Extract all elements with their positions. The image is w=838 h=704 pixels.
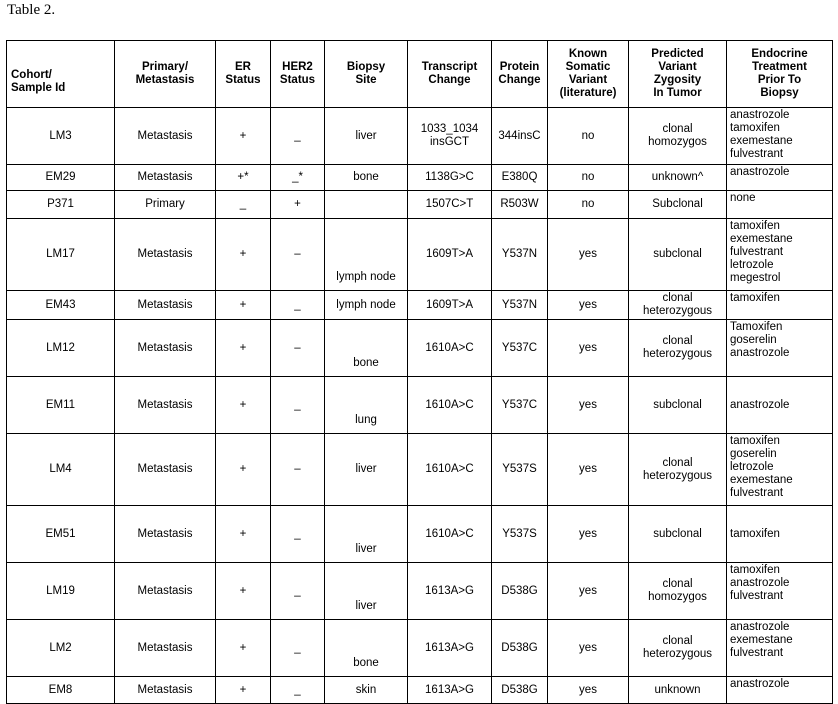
cell-her2: _: [271, 377, 325, 434]
cell-her2: _: [271, 620, 325, 677]
cell-transcript: 1613A>G: [408, 620, 492, 677]
cell-id: LM12: [7, 320, 115, 377]
cell-id: LM2: [7, 620, 115, 677]
header-treatment: Endocrine Treatment Prior To Biopsy: [727, 41, 833, 108]
cell-protein: Y537C: [492, 320, 548, 377]
header-row: [7, 41, 833, 108]
cell-known: yes: [548, 563, 629, 620]
header-er: ER Status: [216, 41, 271, 108]
cell-site: bone: [325, 165, 408, 191]
cell-known: yes: [548, 506, 629, 563]
cell-primary: Metastasis: [115, 434, 216, 506]
cell-zygosity: subclonal: [629, 219, 727, 291]
cell-protein: D538G: [492, 620, 548, 677]
cell-zygosity: subclonal: [629, 506, 727, 563]
header-her2: HER2 Status: [271, 41, 325, 108]
cell-treatment: anastrozole: [727, 677, 833, 704]
cell-zygosity: clonal heterozygous: [629, 434, 727, 506]
cell-transcript: 1609T>A: [408, 291, 492, 320]
header-protein: Protein Change: [492, 41, 548, 108]
cell-her2: –: [271, 320, 325, 377]
cell-site: bone: [325, 620, 408, 677]
table-row: [7, 620, 833, 677]
cell-id: EM11: [7, 377, 115, 434]
table-row: [7, 677, 833, 704]
cell-known: yes: [548, 291, 629, 320]
cell-known: yes: [548, 320, 629, 377]
cell-transcript: 1610A>C: [408, 434, 492, 506]
cell-transcript: 1610A>C: [408, 377, 492, 434]
cell-transcript: 1138G>C: [408, 165, 492, 191]
cell-protein: Y537S: [492, 506, 548, 563]
table-row: [7, 563, 833, 620]
cell-her2: _: [271, 291, 325, 320]
cell-er: +: [216, 291, 271, 320]
cell-primary: Metastasis: [115, 506, 216, 563]
cell-her2: _: [271, 108, 325, 165]
cell-her2: _: [271, 677, 325, 704]
cell-id: LM3: [7, 108, 115, 165]
cell-primary: Primary: [115, 191, 216, 219]
table-caption: Table 2.: [7, 2, 56, 18]
cell-er: +: [216, 377, 271, 434]
cell-treatment: anastrozole exemestane fulvestrant: [727, 620, 833, 677]
cell-her2: _: [271, 506, 325, 563]
cell-zygosity: unknown: [629, 677, 727, 704]
cell-er: _: [216, 191, 271, 219]
cell-treatment: tamoxifen anastrozole fulvestrant: [727, 563, 833, 620]
cell-protein: Y537N: [492, 219, 548, 291]
cell-primary: Metastasis: [115, 620, 216, 677]
cell-treatment: tamoxifen: [727, 291, 833, 320]
cell-site: bone: [325, 320, 408, 377]
cell-site: liver: [325, 563, 408, 620]
cell-known: yes: [548, 677, 629, 704]
cell-primary: Metastasis: [115, 320, 216, 377]
cell-protein: R503W: [492, 191, 548, 219]
cell-transcript: 1609T>A: [408, 219, 492, 291]
cell-known: yes: [548, 620, 629, 677]
cell-protein: Y537S: [492, 434, 548, 506]
cell-er: +: [216, 219, 271, 291]
table-row: [7, 165, 833, 191]
cell-transcript: 1033_1034 insGCT: [408, 108, 492, 165]
cell-treatment: anastrozole: [727, 377, 833, 434]
cell-id: EM51: [7, 506, 115, 563]
cell-her2: –: [271, 219, 325, 291]
cell-transcript: 1610A>C: [408, 506, 492, 563]
header-known: Known Somatic Variant (literature): [548, 41, 629, 108]
table-row: [7, 320, 833, 377]
cell-her2: _: [271, 563, 325, 620]
cell-known: no: [548, 165, 629, 191]
cell-er: +: [216, 108, 271, 165]
cell-treatment: anastrozole: [727, 165, 833, 191]
cell-primary: Metastasis: [115, 677, 216, 704]
cell-primary: Metastasis: [115, 108, 216, 165]
cell-zygosity: clonal heterozygous: [629, 620, 727, 677]
cell-primary: Metastasis: [115, 291, 216, 320]
cell-id: EM43: [7, 291, 115, 320]
data-table: [6, 40, 833, 704]
cell-id: P371: [7, 191, 115, 219]
cell-treatment: anastrozole tamoxifen exemestane fulvestrant: [727, 108, 833, 165]
cell-protein: E380Q: [492, 165, 548, 191]
cell-id: LM19: [7, 563, 115, 620]
cell-protein: 344insC: [492, 108, 548, 165]
cell-zygosity: subclonal: [629, 377, 727, 434]
cell-treatment: tamoxifen: [727, 506, 833, 563]
cell-id: LM17: [7, 219, 115, 291]
table-row: [7, 108, 833, 165]
cell-site: lymph node: [325, 291, 408, 320]
cell-treatment: Tamoxifen goserelin anastrozole: [727, 320, 833, 377]
cell-site: [325, 191, 408, 219]
cell-her2: _*: [271, 165, 325, 191]
cell-er: +: [216, 434, 271, 506]
cell-protein: D538G: [492, 563, 548, 620]
cell-treatment: tamoxifen exemestane fulvestrant letrozole megestrol: [727, 219, 833, 291]
cell-known: yes: [548, 434, 629, 506]
cell-site: liver: [325, 434, 408, 506]
cell-zygosity: unknown^: [629, 165, 727, 191]
cell-her2: +: [271, 191, 325, 219]
header-site: Biopsy Site: [325, 41, 408, 108]
cell-protein: Y537C: [492, 377, 548, 434]
cell-zygosity: clonal heterozygous: [629, 291, 727, 320]
cell-transcript: 1613A>G: [408, 563, 492, 620]
cell-transcript: 1507C>T: [408, 191, 492, 219]
header-transcript: Transcript Change: [408, 41, 492, 108]
cell-treatment: none: [727, 191, 833, 219]
cell-er: +: [216, 506, 271, 563]
cell-primary: Metastasis: [115, 563, 216, 620]
cell-site: liver: [325, 108, 408, 165]
cell-site: lymph node: [325, 219, 408, 291]
cell-known: no: [548, 108, 629, 165]
cell-site: skin: [325, 677, 408, 704]
cell-er: +: [216, 563, 271, 620]
cell-her2: –: [271, 434, 325, 506]
cell-transcript: 1613A>G: [408, 677, 492, 704]
header-zygosity: Predicted Variant Zygosity In Tumor: [629, 41, 727, 108]
table-row: [7, 434, 833, 506]
cell-er: +: [216, 677, 271, 704]
cell-zygosity: clonal heterozygous: [629, 320, 727, 377]
cell-treatment: tamoxifen goserelin letrozole exemestane fulvestrant: [727, 434, 833, 506]
cell-site: liver: [325, 506, 408, 563]
cell-primary: Metastasis: [115, 165, 216, 191]
cell-protein: Y537N: [492, 291, 548, 320]
cell-zygosity: clonal homozygos: [629, 563, 727, 620]
cell-er: +: [216, 620, 271, 677]
table-row: [7, 377, 833, 434]
cell-zygosity: Subclonal: [629, 191, 727, 219]
header-cohort: Cohort/ Sample Id: [7, 41, 115, 108]
table-row: [7, 506, 833, 563]
cell-id: LM4: [7, 434, 115, 506]
cell-er: +: [216, 320, 271, 377]
header-primary: Primary/ Metastasis: [115, 41, 216, 108]
table-row: [7, 219, 833, 291]
table-row: [7, 291, 833, 320]
cell-er: +*: [216, 165, 271, 191]
cell-known: yes: [548, 377, 629, 434]
table-row: [7, 191, 833, 219]
cell-transcript: 1610A>C: [408, 320, 492, 377]
cell-zygosity: clonal homozygos: [629, 108, 727, 165]
cell-id: EM29: [7, 165, 115, 191]
cell-protein: D538G: [492, 677, 548, 704]
cell-known: yes: [548, 219, 629, 291]
cell-id: EM8: [7, 677, 115, 704]
cell-primary: Metastasis: [115, 219, 216, 291]
cell-primary: Metastasis: [115, 377, 216, 434]
cell-site: lung: [325, 377, 408, 434]
cell-known: no: [548, 191, 629, 219]
